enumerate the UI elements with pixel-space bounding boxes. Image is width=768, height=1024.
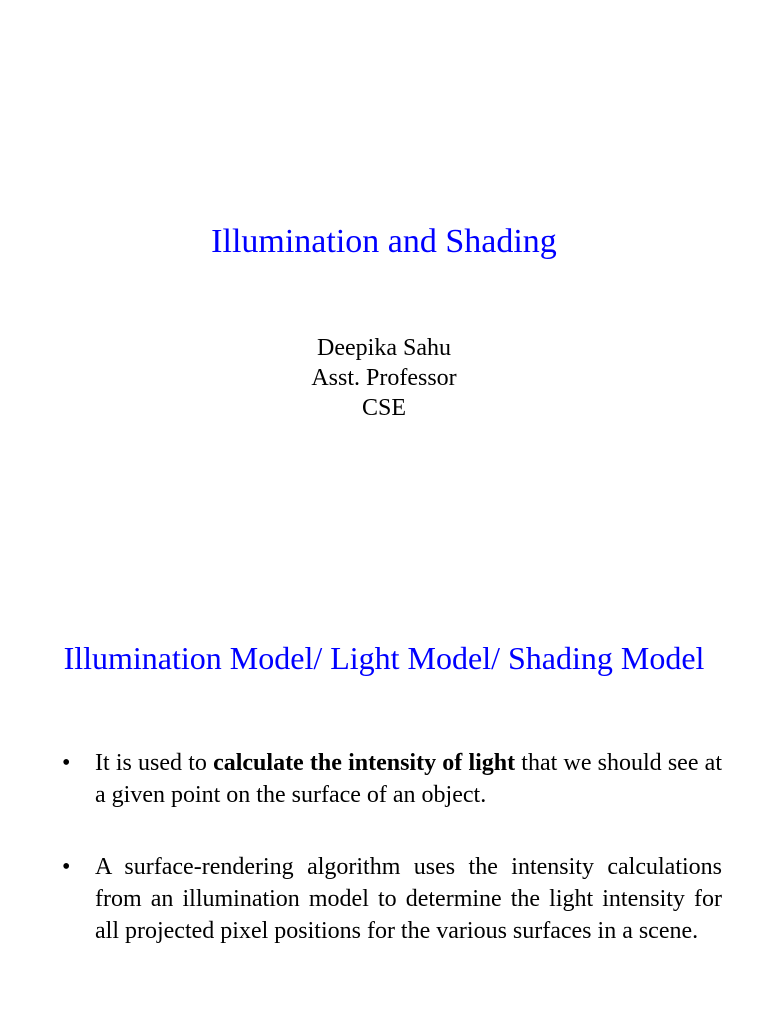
author-name: Deepika Sahu [317, 335, 451, 361]
bullet-text-start: It is used to [95, 750, 214, 776]
section-title: Illumination Model/ Light Model/ Shading Model [63, 640, 705, 676]
bullet-item [0, 747, 768, 811]
bullet-text-end: that we should see at a given point on the surface of an object. [95, 750, 722, 808]
bullet-icon: • [62, 854, 71, 880]
author-block [0, 333, 768, 423]
bullet-list [0, 747, 768, 987]
bullet-text: A surface-rendering algorithm uses the intensity calculations from an illumination model to determine the light intensity for all projected pixel positions for the various surfaces in a scene. [95, 854, 722, 944]
slide-title: Illumination and Shading [211, 223, 557, 260]
author-department: CSE [361, 395, 406, 421]
bullet-item [0, 851, 768, 947]
author-position: Asst. Professor [311, 365, 457, 391]
bullet-icon: • [62, 750, 71, 776]
bullet-text-bold: calculate the intensity of light [213, 750, 516, 776]
